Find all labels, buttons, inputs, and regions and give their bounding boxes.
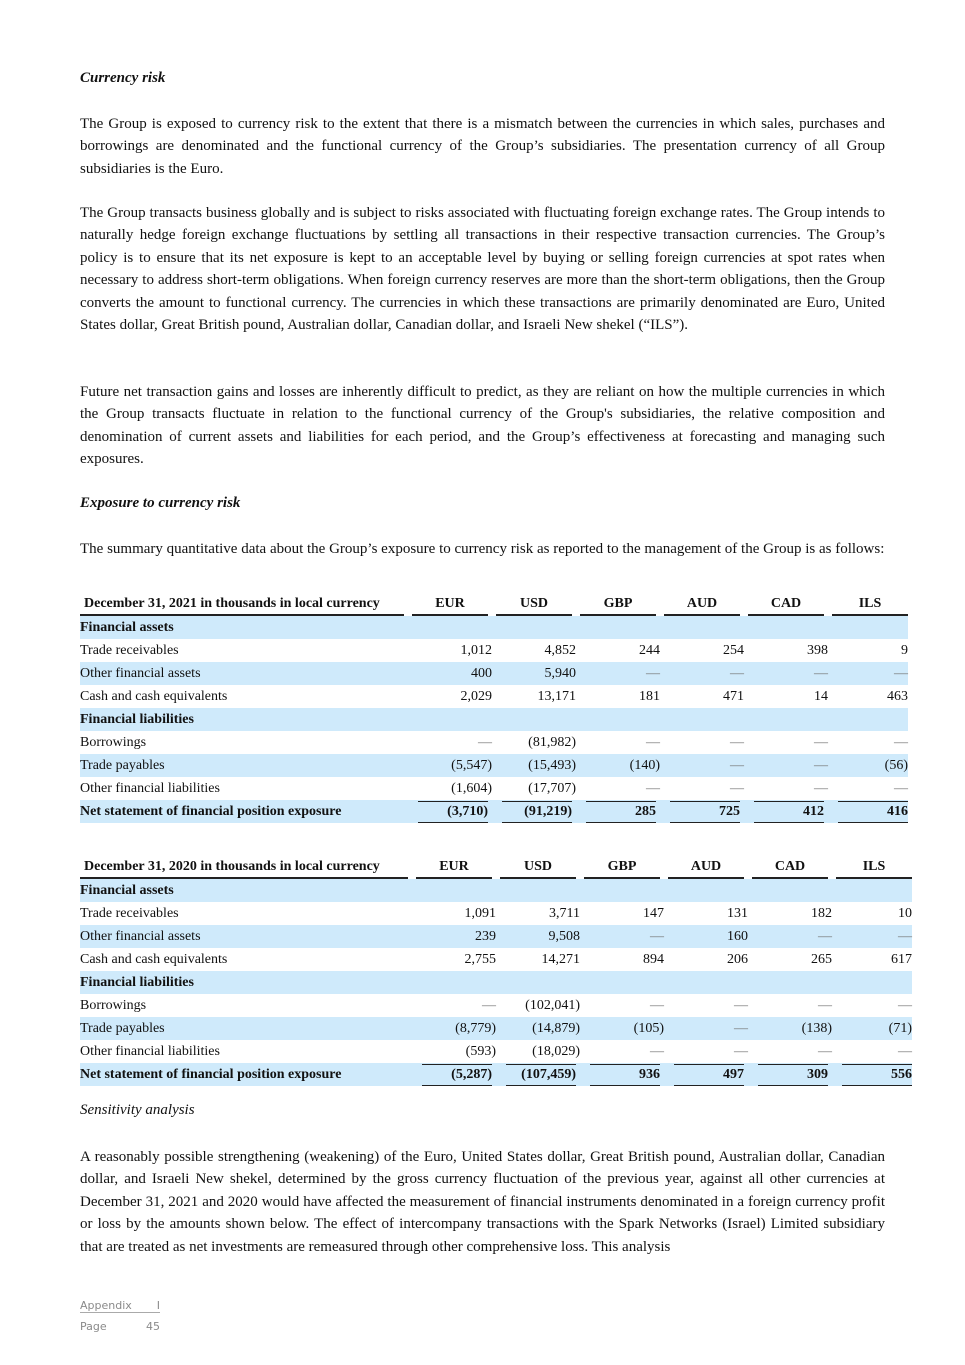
cell-gbp: 181	[639, 689, 660, 704]
cell-ils: (71)	[832, 1017, 912, 1040]
cell-ils: 617	[891, 952, 912, 967]
total-cad: 412	[754, 801, 824, 823]
page-label: Page	[80, 1320, 107, 1333]
row-label: Trade receivables	[80, 906, 179, 921]
cell-eur: 400	[408, 662, 492, 685]
cell-aud: —	[664, 1017, 748, 1040]
cell-gbp: —	[646, 735, 660, 750]
section-row-financial-assets	[80, 879, 912, 902]
cell-ils: 463	[887, 689, 908, 704]
table-row	[80, 1017, 912, 1040]
cell-usd	[492, 800, 576, 823]
table-row	[80, 925, 912, 948]
total-row	[80, 1063, 912, 1086]
table-row	[80, 754, 908, 777]
row-label: Borrowings	[80, 998, 147, 1013]
appendix-label: Appendix	[80, 1299, 132, 1312]
paragraph-summary-intro: The summary quantitative data about the Group’s exposure to currency risk as reported to the management of the Group is as follows:	[80, 541, 885, 557]
section-row-financial-liabilities	[80, 971, 912, 994]
paragraph-future-gains-losses: Future net transaction gains and losses are inherently difficult to predict, as they are reliant on how the multiple currencies in which the Group transacts fluctuate in relation to the functional currency of the Group's subsidiaries, the relative composition and denomination of current assets and liabilities for each period, and the Group’s effectiveness at forecasting and managing such exposures.	[80, 384, 885, 468]
cell-ils: 9	[901, 643, 908, 658]
total-aud: 497	[674, 1064, 744, 1086]
cell-gbp: —	[580, 925, 664, 948]
cell-aud: —	[734, 1044, 748, 1059]
cell-usd: (15,493)	[492, 754, 576, 777]
row-label: Other financial assets	[80, 925, 412, 948]
exposure-table-2020	[80, 857, 912, 1086]
section-label: Financial liabilities	[80, 971, 912, 994]
cell-usd	[496, 1063, 580, 1086]
cell-cad: —	[744, 754, 828, 777]
cell-cad: 265	[811, 952, 832, 967]
cell-cad: —	[744, 662, 828, 685]
cell-eur: —	[478, 735, 492, 750]
cell-aud: —	[730, 735, 744, 750]
total-cad: 309	[758, 1064, 828, 1086]
total-usd: (91,219)	[502, 801, 572, 823]
cell-cad	[748, 1063, 832, 1086]
cell-eur: (5,547)	[408, 754, 492, 777]
total-row	[80, 800, 908, 823]
cell-cad	[744, 800, 828, 823]
table-row	[80, 1040, 912, 1063]
total-ils: 556	[842, 1064, 912, 1086]
total-eur: (3,710)	[418, 801, 488, 823]
table-title: December 31, 2021 in thousands in local currency	[80, 594, 404, 616]
cell-gbp: 894	[643, 952, 664, 967]
table-header-row	[80, 857, 912, 879]
currency-risk-heading: Currency risk	[80, 70, 166, 86]
table-row	[80, 662, 908, 685]
total-ils: 416	[838, 801, 908, 823]
cell-usd: 4,852	[544, 643, 576, 658]
cell-gbp: —	[576, 662, 660, 685]
table-row	[80, 994, 912, 1017]
total-gbp: 936	[590, 1064, 660, 1086]
cell-cad: (138)	[748, 1017, 832, 1040]
cell-aud: —	[660, 754, 744, 777]
section-row-financial-assets	[80, 616, 908, 639]
cell-ils: —	[828, 662, 908, 685]
cell-aud	[660, 800, 744, 823]
cell-gbp: 244	[639, 643, 660, 658]
column-header-usd: USD	[500, 857, 576, 879]
cell-ils	[832, 1063, 912, 1086]
row-label: Borrowings	[80, 735, 147, 750]
cell-ils: —	[898, 1044, 912, 1059]
cell-aud	[664, 1063, 748, 1086]
row-label: Cash and cash equivalents	[80, 689, 228, 704]
column-header-aud: AUD	[664, 594, 740, 616]
table-row	[80, 948, 912, 971]
cell-eur	[408, 800, 492, 823]
column-header-cad: CAD	[748, 594, 824, 616]
cell-cad: —	[818, 1044, 832, 1059]
cell-usd: 9,508	[496, 925, 580, 948]
column-header-ils: ILS	[836, 857, 912, 879]
cell-cad: 398	[807, 643, 828, 658]
page-number: 45	[146, 1320, 160, 1333]
row-label: Net statement of financial position exposure	[80, 1063, 412, 1086]
cell-gbp: —	[650, 998, 664, 1013]
cell-gbp	[576, 800, 660, 823]
cell-usd: (102,041)	[525, 998, 580, 1013]
cell-ils: —	[832, 925, 912, 948]
cell-usd: 13,171	[537, 689, 576, 704]
cell-aud: 206	[727, 952, 748, 967]
cell-eur: 2,755	[464, 952, 496, 967]
column-header-usd: USD	[496, 594, 572, 616]
cell-ils: 10	[898, 906, 912, 921]
footer-appendix	[80, 1299, 160, 1313]
paragraph-currency-exposure: The Group is exposed to currency risk to the extent that there is a mismatch between the currencies in which sales, purchases and borrowings are denominated and the functional currency of the Group’s subsidiaries. The presentation currency of all Group subsidiaries is the Euro.	[80, 116, 885, 177]
row-label: Other financial liabilities	[80, 1044, 220, 1059]
cell-usd: 14,271	[541, 952, 580, 967]
cell-usd: (81,982)	[528, 735, 576, 750]
table-row	[80, 685, 908, 708]
total-gbp: 285	[586, 801, 656, 823]
row-label: Trade receivables	[80, 643, 179, 658]
cell-aud: —	[660, 662, 744, 685]
cell-cad: —	[818, 998, 832, 1013]
column-header-cad: CAD	[752, 857, 828, 879]
footer-page	[80, 1320, 160, 1333]
cell-ils: —	[894, 735, 908, 750]
cell-gbp	[580, 1063, 664, 1086]
cell-usd: (17,707)	[528, 781, 576, 796]
total-aud: 725	[670, 801, 740, 823]
column-header-ils: ILS	[832, 594, 908, 616]
table-row	[80, 902, 912, 925]
cell-cad: —	[814, 735, 828, 750]
cell-eur: (8,779)	[412, 1017, 496, 1040]
cell-usd: (18,029)	[532, 1044, 580, 1059]
row-label: Other financial liabilities	[80, 781, 220, 796]
row-label: Cash and cash equivalents	[80, 952, 228, 967]
cell-eur: 1,012	[460, 643, 492, 658]
table-row	[80, 731, 908, 754]
cell-eur: 2,029	[460, 689, 492, 704]
cell-eur: (1,604)	[451, 781, 492, 796]
sensitivity-heading: Sensitivity analysis	[80, 1102, 195, 1118]
cell-aud: —	[734, 998, 748, 1013]
exposure-table-2021	[80, 594, 908, 823]
cell-cad: —	[748, 925, 832, 948]
cell-aud: 131	[727, 906, 748, 921]
cell-usd: 5,940	[492, 662, 576, 685]
column-header-eur: EUR	[412, 594, 488, 616]
column-header-eur: EUR	[416, 857, 492, 879]
cell-usd: (14,879)	[496, 1017, 580, 1040]
table-header-row	[80, 594, 908, 616]
paragraph-hedging-policy: The Group transacts business globally and is subject to risks associated with fluctuating foreign exchange rates. The Group intends to naturally hedge foreign exchange fluctuations by settling all transactions in their respective transaction currencies. The Group’s policy is to ensure that its net exposure is kept to an acceptable level by buying or selling foreign currencies at spot rates when necessary to address short-term obligations. When foreign currency reserves are more than the short-term obligations, then the Group converts the amount to functional currency. The currencies in which these transactions are primarily denominated are Euro, United States dollar, Great British pound, Australian dollar, Canadian dollar, and Israeli New shekel (“ILS”).	[80, 205, 885, 334]
section-label: Financial liabilities	[80, 708, 908, 731]
cell-ils: —	[898, 998, 912, 1013]
column-header-gbp: GBP	[584, 857, 660, 879]
cell-eur	[412, 1063, 496, 1086]
exposure-heading: Exposure to currency risk	[80, 495, 241, 511]
row-label: Net statement of financial position exposure	[80, 800, 408, 823]
cell-gbp: (105)	[580, 1017, 664, 1040]
cell-eur: —	[482, 998, 496, 1013]
cell-cad: 182	[811, 906, 832, 921]
table-row	[80, 639, 908, 662]
section-label: Financial assets	[80, 879, 912, 902]
column-header-aud: AUD	[668, 857, 744, 879]
cell-aud: 471	[723, 689, 744, 704]
cell-cad: 14	[814, 689, 828, 704]
appendix-value: I	[156, 1299, 160, 1312]
cell-cad: —	[814, 781, 828, 796]
cell-ils	[828, 800, 908, 823]
cell-gbp: 147	[643, 906, 664, 921]
cell-aud: 254	[723, 643, 744, 658]
total-usd: (107,459)	[506, 1064, 576, 1086]
cell-ils: (56)	[828, 754, 908, 777]
cell-eur: 1,091	[464, 906, 496, 921]
cell-gbp: (140)	[576, 754, 660, 777]
table-title: December 31, 2020 in thousands in local currency	[80, 857, 408, 879]
section-label: Financial assets	[80, 616, 908, 639]
cell-gbp: —	[650, 1044, 664, 1059]
paragraph-sensitivity: A reasonably possible strengthening (weakening) of the Euro, United States dollar, Great British pound, Australian dollar, Canadian dollar, and Israeli New shekel, determined by the gross currency fluctuation of the previous year, against all other currencies at December 31, 2021 and 2020 would have affected the measurement of financial instruments denominated in a foreign currency profit or loss by the amounts shown below. The effect of intercompany transactions with the Spark Networks (Israel) Limited subsidiary that are treated as net investments are remeasured through other comprehensive loss. This analysis	[80, 1149, 885, 1255]
cell-usd: 3,711	[549, 906, 580, 921]
row-label: Trade payables	[80, 1017, 412, 1040]
column-header-gbp: GBP	[580, 594, 656, 616]
cell-eur: 239	[412, 925, 496, 948]
cell-eur: (593)	[465, 1044, 496, 1059]
section-row-financial-liabilities	[80, 708, 908, 731]
row-label: Other financial assets	[80, 662, 408, 685]
total-eur: (5,287)	[422, 1064, 492, 1086]
cell-gbp: —	[646, 781, 660, 796]
table-row	[80, 777, 908, 800]
row-label: Trade payables	[80, 754, 408, 777]
cell-aud: 160	[664, 925, 748, 948]
cell-ils: —	[894, 781, 908, 796]
cell-aud: —	[730, 781, 744, 796]
